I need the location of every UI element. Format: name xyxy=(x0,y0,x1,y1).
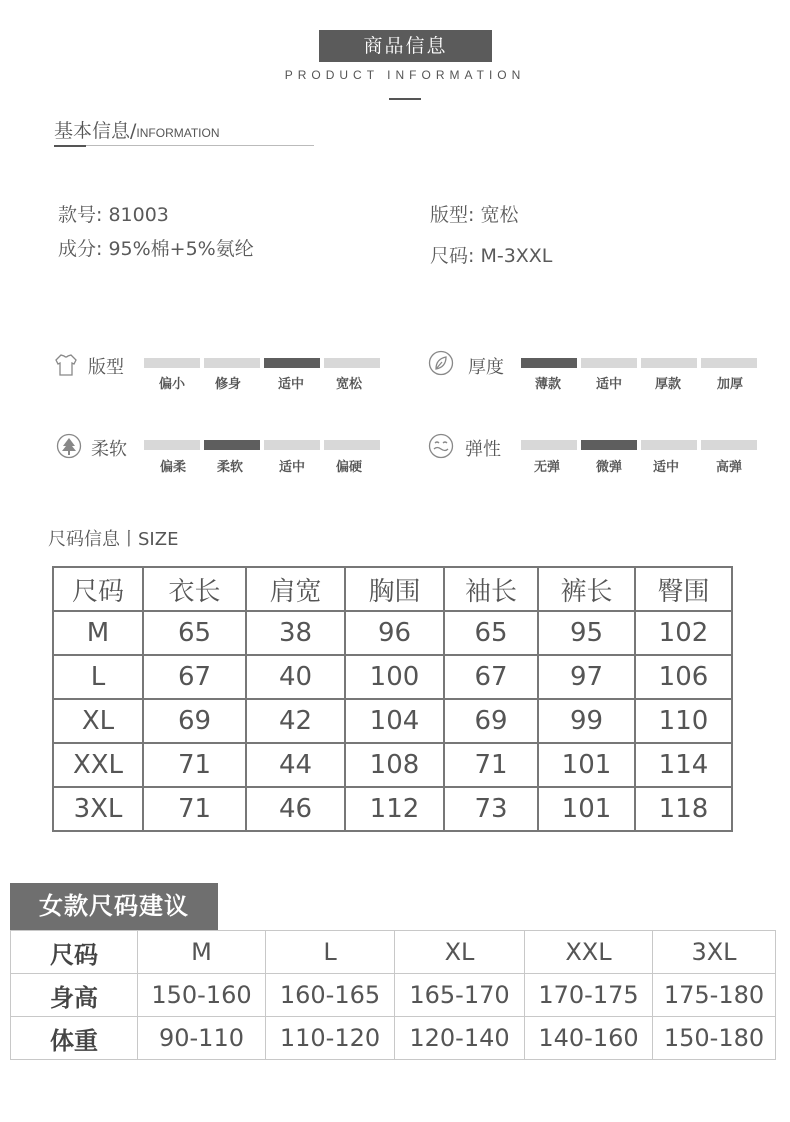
table-cell: 102 xyxy=(635,611,732,655)
elasticity-option: 微弹 xyxy=(595,460,622,475)
softness-option: 偏硬 xyxy=(335,460,362,475)
table-cell: 40 xyxy=(246,655,345,699)
divider xyxy=(54,145,314,146)
table-cell: 身高 xyxy=(11,974,138,1017)
tree-icon xyxy=(56,433,82,459)
table-header-cell: XL xyxy=(395,931,525,974)
elasticity-seg-1 xyxy=(521,440,577,450)
table-row xyxy=(53,655,732,699)
softness-seg-3 xyxy=(264,440,320,450)
style-number: 款号: 81003 xyxy=(58,204,169,226)
table-cell: 97 xyxy=(538,655,635,699)
table-cell: 106 xyxy=(635,655,732,699)
fit-option: 宽松 xyxy=(335,377,362,392)
size-info-title: 尺码信息丨SIZE xyxy=(48,529,179,550)
thickness-seg-4 xyxy=(701,358,757,368)
table-cell: 104 xyxy=(345,699,444,743)
table-header-cell: 胸围 xyxy=(345,567,444,611)
softness-option: 柔软 xyxy=(216,460,243,475)
elasticity-option: 无弹 xyxy=(533,460,560,475)
elasticity-seg-4 xyxy=(701,440,757,450)
fit-option: 适中 xyxy=(277,377,304,392)
table-cell: 175-180 xyxy=(653,974,776,1017)
softness-option: 适中 xyxy=(278,460,305,475)
table-header-cell: 尺码 xyxy=(53,567,143,611)
table-cell: L xyxy=(53,655,143,699)
table-cell: 67 xyxy=(444,655,538,699)
table-cell: 42 xyxy=(246,699,345,743)
table-row xyxy=(53,743,732,787)
fit-seg-3-selected xyxy=(264,358,320,368)
women-size-table xyxy=(10,930,776,1060)
table-row xyxy=(53,699,732,743)
table-cell: 96 xyxy=(345,611,444,655)
table-cell: 99 xyxy=(538,699,635,743)
size-range: 尺码: M-3XXL xyxy=(430,245,553,267)
softness-seg-4 xyxy=(324,440,380,450)
thickness-option: 厚款 xyxy=(654,377,681,392)
table-cell: 150-160 xyxy=(138,974,266,1017)
table-header-cell: L xyxy=(266,931,395,974)
table-header-cell: M xyxy=(138,931,266,974)
thickness-seg-2 xyxy=(581,358,637,368)
table-row xyxy=(11,974,776,1017)
table-header-row xyxy=(11,931,776,974)
table-header-cell: 裤长 xyxy=(538,567,635,611)
table-row xyxy=(53,787,732,831)
table-cell: 140-160 xyxy=(525,1017,653,1060)
table-header-cell: 袖长 xyxy=(444,567,538,611)
thickness-seg-3 xyxy=(641,358,697,368)
table-cell: 46 xyxy=(246,787,345,831)
table-cell: XL xyxy=(53,699,143,743)
table-cell: 体重 xyxy=(11,1017,138,1060)
table-cell: 95 xyxy=(538,611,635,655)
table-cell: 69 xyxy=(143,699,246,743)
table-row xyxy=(53,611,732,655)
table-cell: 101 xyxy=(538,787,635,831)
table-cell: 101 xyxy=(538,743,635,787)
table-cell: 112 xyxy=(345,787,444,831)
thickness-option: 薄款 xyxy=(534,377,561,392)
basic-info-title-cn: 基本信息/ xyxy=(54,120,137,142)
table-cell: 71 xyxy=(444,743,538,787)
table-cell: 65 xyxy=(143,611,246,655)
table-cell: 114 xyxy=(635,743,732,787)
elasticity-option: 高弹 xyxy=(715,460,742,475)
table-cell: 110-120 xyxy=(266,1017,395,1060)
softness-seg-1 xyxy=(144,440,200,450)
table-header-cell: 臀围 xyxy=(635,567,732,611)
size-table xyxy=(52,566,733,832)
table-header-cell: 尺码 xyxy=(11,931,138,974)
attr-label-fit: 版型 xyxy=(88,357,124,378)
table-cell: 100 xyxy=(345,655,444,699)
divider xyxy=(389,98,421,100)
elasticity-option: 适中 xyxy=(652,460,679,475)
table-cell: 90-110 xyxy=(138,1017,266,1060)
softness-seg-2-selected xyxy=(204,440,260,450)
leaf-icon xyxy=(428,350,454,376)
table-cell: 67 xyxy=(143,655,246,699)
women-size-title: 女款尺码建议 xyxy=(10,883,218,930)
basic-info-title-en: INFORMATION xyxy=(136,126,220,140)
face-icon xyxy=(428,433,454,459)
table-cell: 160-165 xyxy=(266,974,395,1017)
thickness-option: 加厚 xyxy=(716,377,743,392)
table-cell: 118 xyxy=(635,787,732,831)
section-title: 商品信息 xyxy=(319,30,492,62)
table-cell: 108 xyxy=(345,743,444,787)
fit-seg-1 xyxy=(144,358,200,368)
attr-label-softness: 柔软 xyxy=(91,439,127,460)
fit-type: 版型: 宽松 xyxy=(430,204,519,226)
table-cell: XXL xyxy=(53,743,143,787)
table-header-cell: 肩宽 xyxy=(246,567,345,611)
table-header-row xyxy=(53,567,732,611)
table-header-cell: 3XL xyxy=(653,931,776,974)
attr-label-elasticity: 弹性 xyxy=(465,439,501,460)
fit-seg-4 xyxy=(324,358,380,368)
fit-seg-2 xyxy=(204,358,260,368)
basic-info-title xyxy=(54,116,220,143)
thickness-seg-1-selected xyxy=(521,358,577,368)
table-cell: 3XL xyxy=(53,787,143,831)
table-cell: 71 xyxy=(143,787,246,831)
table-cell: 73 xyxy=(444,787,538,831)
composition: 成分: 95%棉+5%氨纶 xyxy=(58,238,254,260)
table-header-cell: XXL xyxy=(525,931,653,974)
attr-label-thickness: 厚度 xyxy=(468,357,504,378)
thickness-option: 适中 xyxy=(595,377,622,392)
table-cell: 65 xyxy=(444,611,538,655)
table-cell: 110 xyxy=(635,699,732,743)
table-cell: 150-180 xyxy=(653,1017,776,1060)
table-cell: 170-175 xyxy=(525,974,653,1017)
table-header-cell: 衣长 xyxy=(143,567,246,611)
table-cell: M xyxy=(53,611,143,655)
table-row xyxy=(11,1017,776,1060)
table-cell: 165-170 xyxy=(395,974,525,1017)
table-cell: 120-140 xyxy=(395,1017,525,1060)
elasticity-seg-2-selected xyxy=(581,440,637,450)
divider-accent xyxy=(54,145,86,147)
softness-option: 偏柔 xyxy=(159,460,186,475)
fit-option: 偏小 xyxy=(158,377,185,392)
section-subtitle: PRODUCT INFORMATION xyxy=(284,68,526,82)
fit-option: 修身 xyxy=(214,377,241,392)
table-cell: 71 xyxy=(143,743,246,787)
shirt-icon xyxy=(53,352,79,378)
table-cell: 69 xyxy=(444,699,538,743)
table-cell: 44 xyxy=(246,743,345,787)
table-cell: 38 xyxy=(246,611,345,655)
elasticity-seg-3 xyxy=(641,440,697,450)
